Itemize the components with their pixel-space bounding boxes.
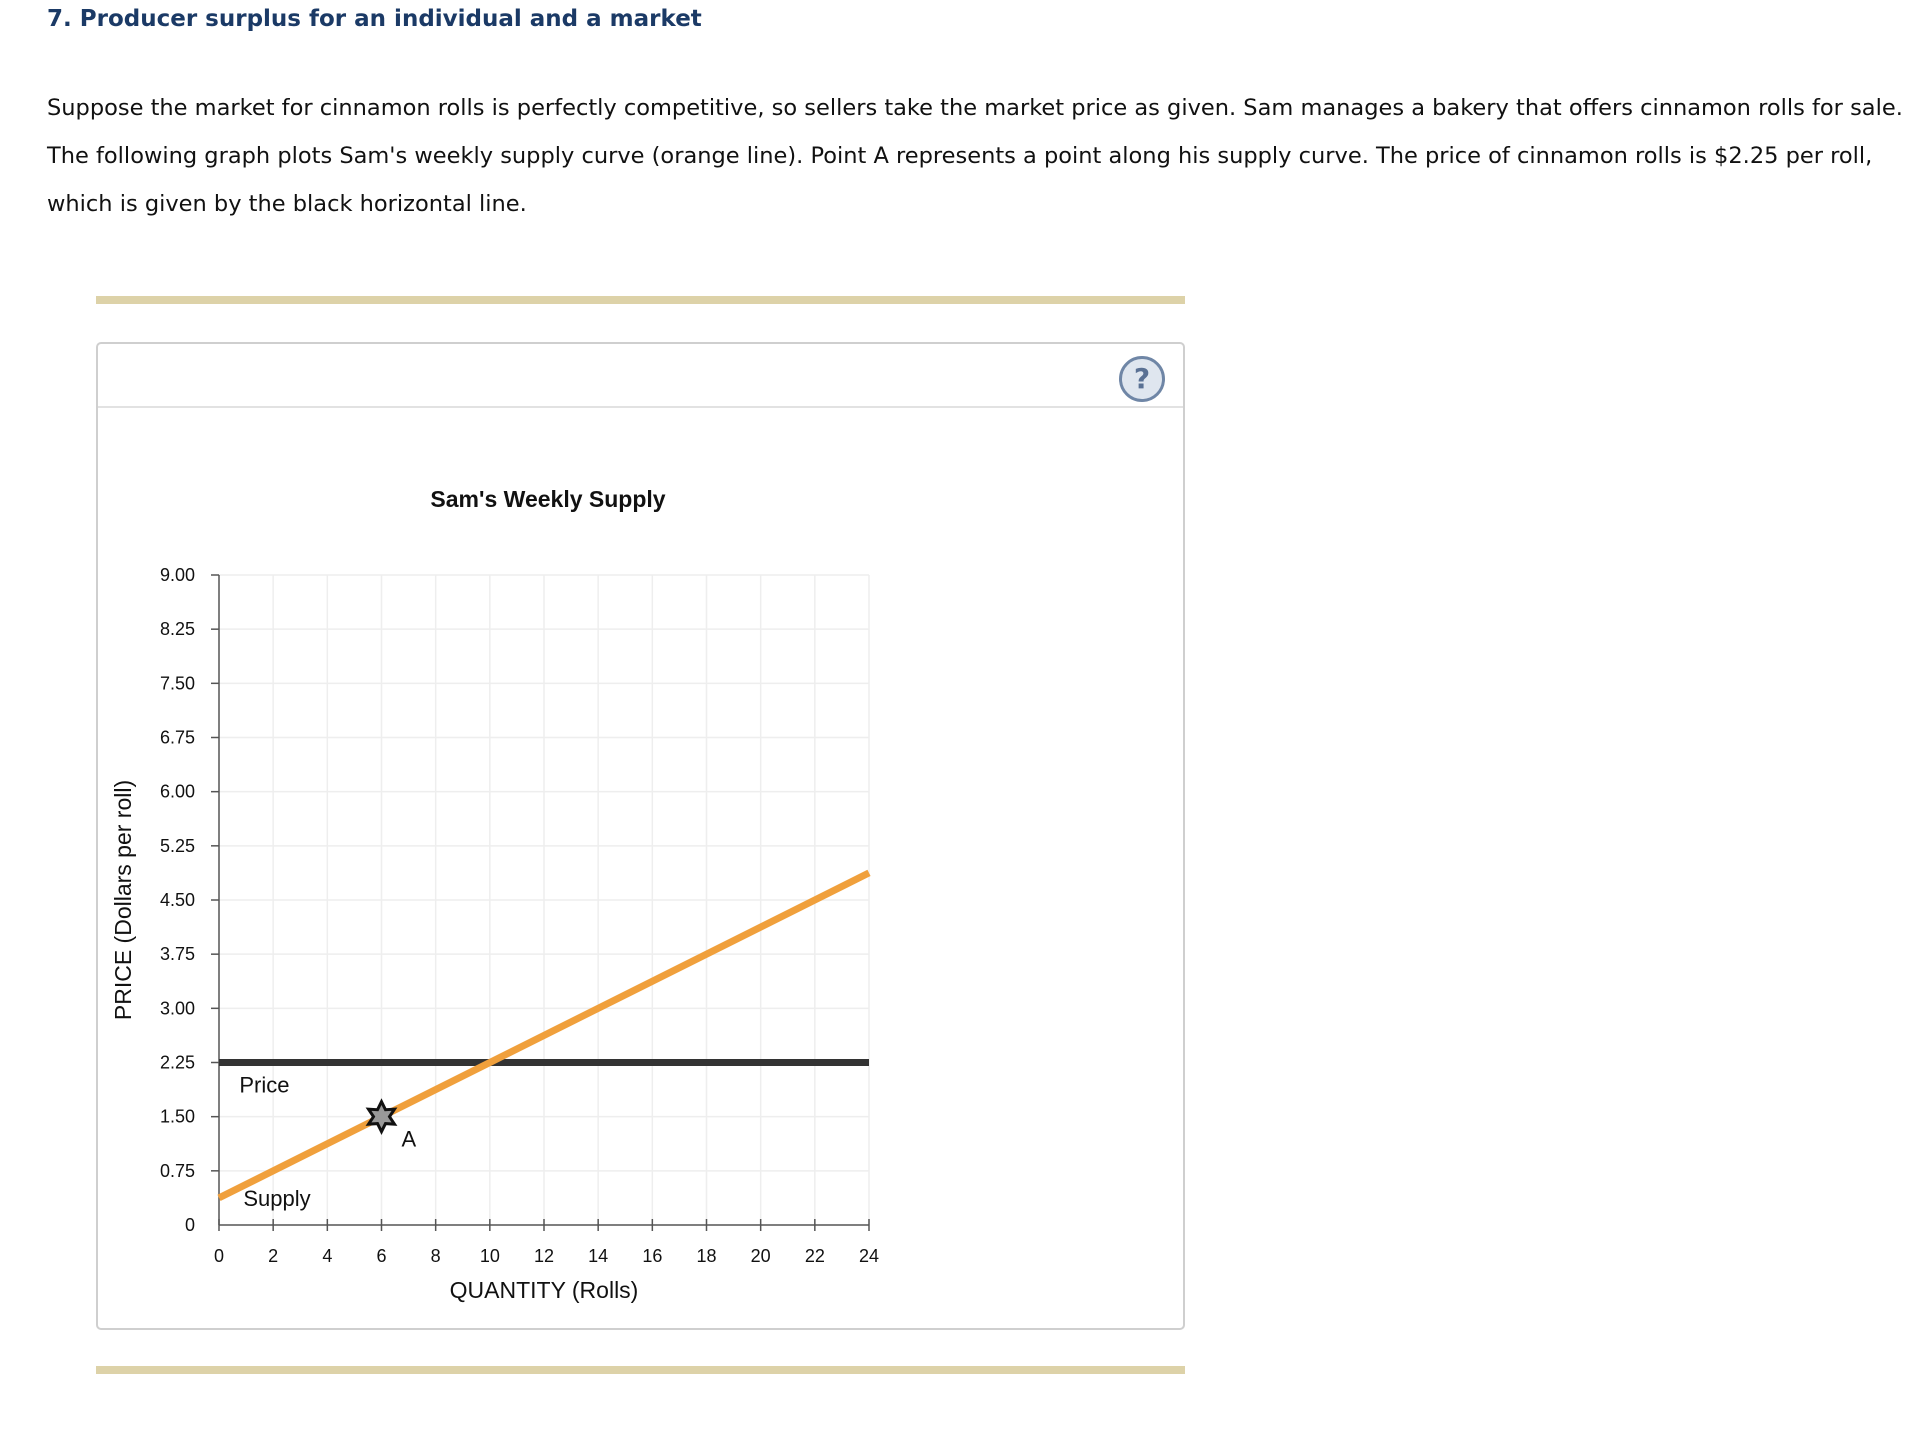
bottom-divider (96, 1366, 1185, 1374)
graph-panel (96, 342, 1185, 1330)
x-tick-label: 0 (213, 1246, 225, 1266)
price-line-label: Price (239, 1072, 290, 1098)
y-tick-label: 3.75 (159, 944, 195, 965)
x-tick-label: 16 (642, 1246, 663, 1266)
x-tick-label: 14 (588, 1246, 609, 1266)
x-tick-label: 8 (430, 1246, 441, 1266)
x-tick-label: 4 (322, 1246, 333, 1266)
y-tick-label: 3.00 (159, 998, 195, 1019)
supply-chart (98, 344, 1187, 1332)
x-ticks (214, 1219, 879, 1266)
chart-title: Sam's Weekly Supply (430, 486, 666, 512)
point-a-marker (369, 1102, 395, 1132)
supply-curve-label: Supply (243, 1185, 311, 1211)
y-ticks (160, 565, 219, 1235)
y-tick-label: 6.00 (159, 781, 195, 802)
x-tick-label: 22 (804, 1246, 825, 1266)
grid-lines (219, 575, 869, 1225)
x-tick-label: 2 (268, 1246, 279, 1266)
x-tick-label: 18 (696, 1246, 717, 1266)
y-tick-label: 9.00 (159, 565, 195, 585)
y-tick-label: 0.75 (159, 1160, 195, 1181)
point-a-label: A (401, 1126, 417, 1152)
y-tick-label: 5.25 (159, 835, 195, 856)
y-tick-label: 0 (184, 1215, 195, 1235)
y-tick-label: 1.50 (159, 1106, 195, 1127)
x-tick-label: 24 (858, 1246, 880, 1266)
y-axis-label: PRICE (Dollars per roll) (110, 779, 136, 1021)
question-title: 7. Producer surplus for an individual and a market (47, 6, 702, 32)
x-axis-label: QUANTITY (Rolls) (449, 1277, 639, 1303)
x-tick-label: 6 (376, 1246, 387, 1266)
x-tick-label: 20 (750, 1246, 771, 1266)
y-tick-label: 6.75 (159, 727, 195, 748)
y-tick-label: 7.50 (159, 673, 195, 694)
x-tick-label: 10 (479, 1246, 500, 1266)
points (369, 1102, 417, 1152)
help-icon: ? (1133, 362, 1151, 395)
y-tick-label: 8.25 (159, 619, 195, 640)
top-divider (96, 296, 1185, 304)
question-text: Suppose the market for cinnamon rolls is perfectly competitive, so sellers take the market price as given. Sam manages a bakery that offers cinnamon rolls for sale. The following graph plots Sam's weekly supply curve (orange line). Point A represents a point along his supply curve. The price of cinnamon rolls is $2.25 per roll, which is given by the black horizontal line. (47, 95, 1903, 217)
y-tick-label: 4.50 (159, 890, 195, 910)
y-tick-label: 2.25 (159, 1052, 195, 1073)
x-tick-label: 12 (533, 1246, 555, 1266)
